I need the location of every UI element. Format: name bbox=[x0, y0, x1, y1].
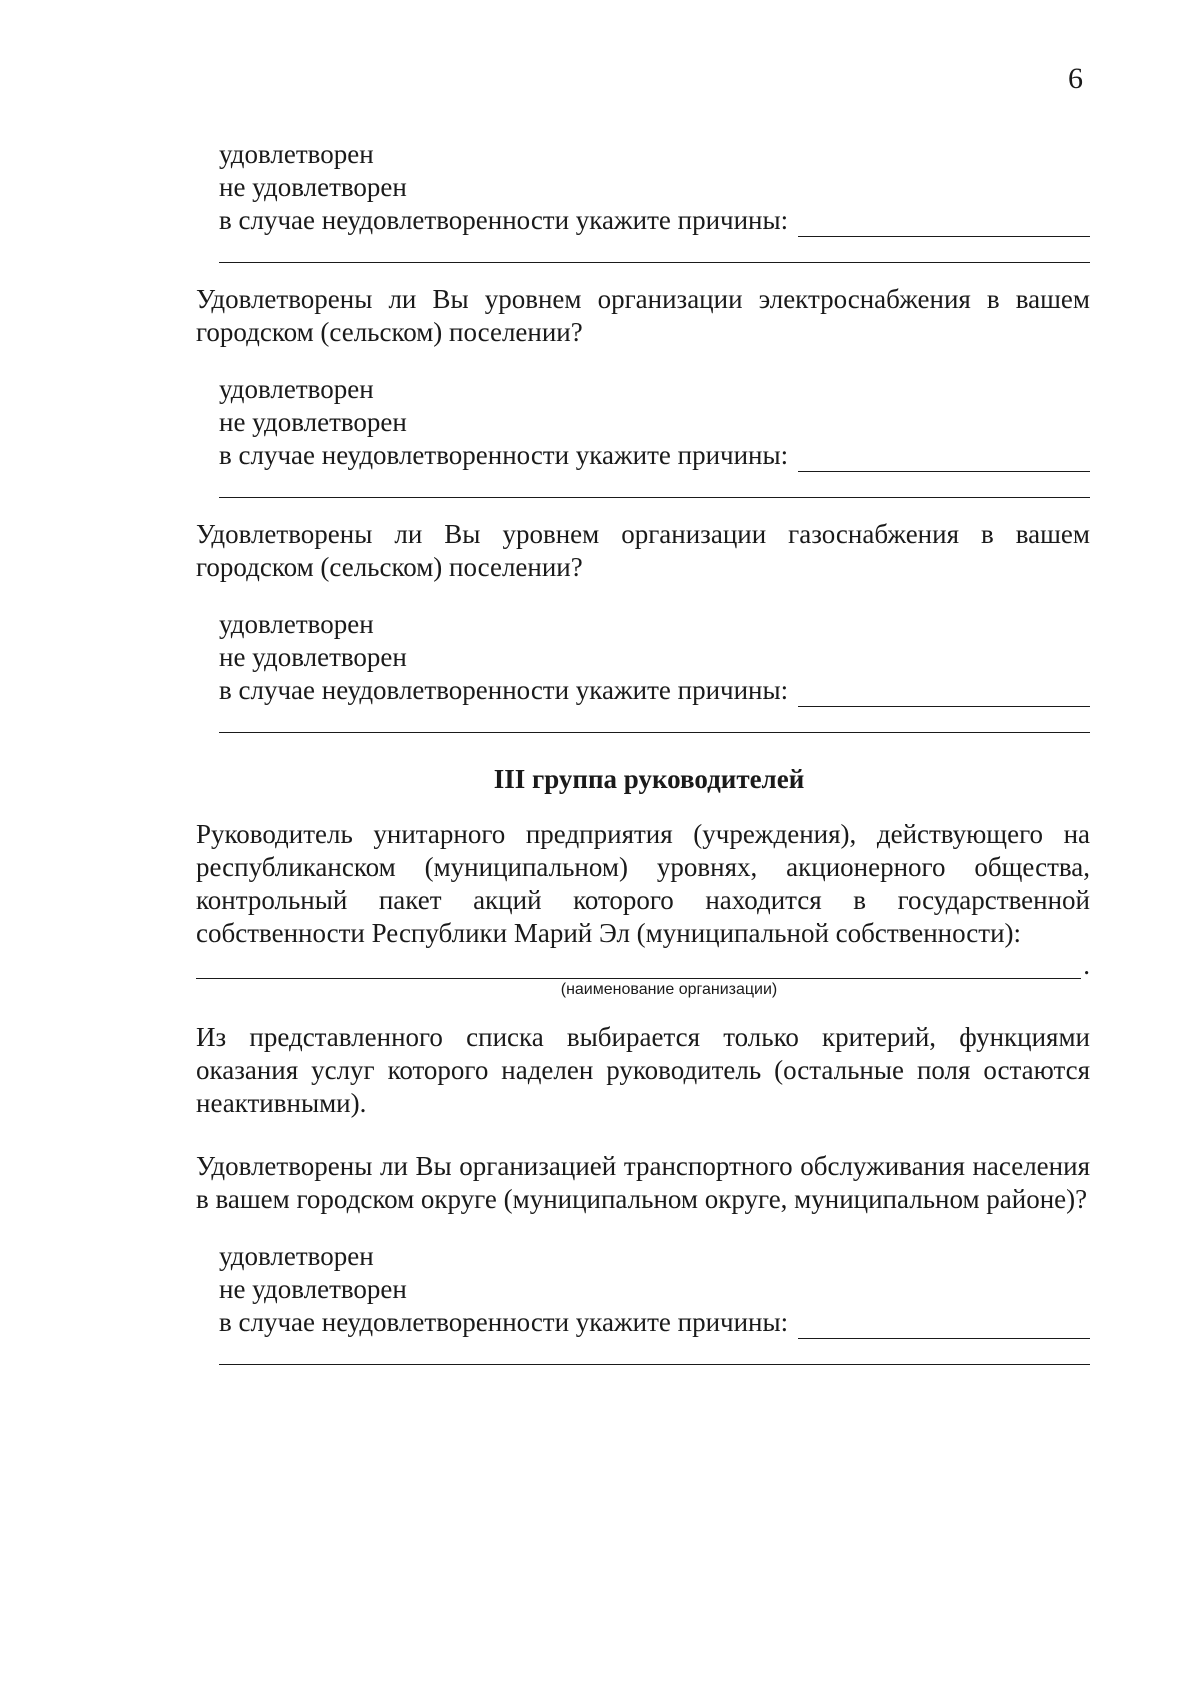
option-not-satisfied[interactable]: не удовлетворен bbox=[219, 407, 407, 437]
reason-prompt: в случае неудовлетворенности укажите причины: bbox=[219, 1307, 789, 1337]
question-electricity: Удовлетворены ли Вы уровнем организации электроснабжения в вашем городском (сельском) поселении? bbox=[196, 284, 1090, 347]
question-gas: Удовлетворены ли Вы уровнем организации газоснабжения в вашем городском (сельском) поселении? bbox=[196, 519, 1090, 582]
org-name-input-line[interactable] bbox=[196, 950, 1081, 979]
reason-input-line[interactable] bbox=[798, 445, 1090, 472]
reason-row bbox=[219, 439, 1090, 472]
reason-continuation-line[interactable] bbox=[219, 1339, 1090, 1365]
answer-options-3 bbox=[219, 608, 1090, 707]
reason-row bbox=[219, 1306, 1090, 1339]
answer-options-4 bbox=[219, 1240, 1090, 1339]
reason-row bbox=[219, 204, 1090, 237]
reason-prompt: в случае неудовлетворенности укажите причины: bbox=[219, 205, 789, 235]
reason-input-line[interactable] bbox=[798, 210, 1090, 237]
org-name-row bbox=[196, 950, 1090, 979]
reason-prompt: в случае неудовлетворенности укажите причины: bbox=[219, 675, 789, 705]
answer-options-2 bbox=[219, 373, 1090, 472]
reason-input-line[interactable] bbox=[798, 680, 1090, 707]
option-not-satisfied[interactable]: не удовлетворен bbox=[219, 642, 407, 672]
document-body bbox=[196, 138, 1090, 1365]
org-name-caption: (наименование организации) bbox=[560, 981, 778, 998]
reason-input-line[interactable] bbox=[798, 1312, 1090, 1339]
option-not-satisfied[interactable]: не удовлетворен bbox=[219, 172, 407, 202]
section-heading: III группа руководителей bbox=[493, 764, 805, 794]
question-transport: Удовлетворены ли Вы организацией транспортного обслуживания населения в вашем городском округе (муниципальном округе, муниципальном районе)? bbox=[196, 1151, 1090, 1214]
section-description: Руководитель унитарного предприятия (учреждения), действующего на республиканском (муниципальном) уровнях, акционерного общества, контрольный пакет акций которого находится в государственной собственности Республики Марий Эл (муниципальной собственности): bbox=[196, 819, 1090, 948]
option-satisfied[interactable]: удовлетворен bbox=[219, 374, 374, 404]
reason-continuation-line[interactable] bbox=[219, 707, 1090, 733]
reason-row bbox=[219, 674, 1090, 707]
answer-options-1 bbox=[219, 138, 1090, 237]
option-satisfied[interactable]: удовлетворен bbox=[219, 1241, 374, 1271]
reason-continuation-line[interactable] bbox=[219, 472, 1090, 498]
org-name-dot: . bbox=[1083, 950, 1090, 980]
option-satisfied[interactable]: удовлетворен bbox=[219, 139, 374, 169]
option-not-satisfied[interactable]: не удовлетворен bbox=[219, 1274, 407, 1304]
option-satisfied[interactable]: удовлетворен bbox=[219, 609, 374, 639]
reason-prompt: в случае неудовлетворенности укажите причины: bbox=[219, 440, 789, 470]
selection-instruction: Из представленного списка выбирается только критерий, функциями оказания услуг которого наделен руководитель (остальные поля остаются неактивными). bbox=[196, 1022, 1090, 1118]
reason-continuation-line[interactable] bbox=[219, 237, 1090, 263]
page-number: 6 bbox=[1068, 62, 1083, 95]
